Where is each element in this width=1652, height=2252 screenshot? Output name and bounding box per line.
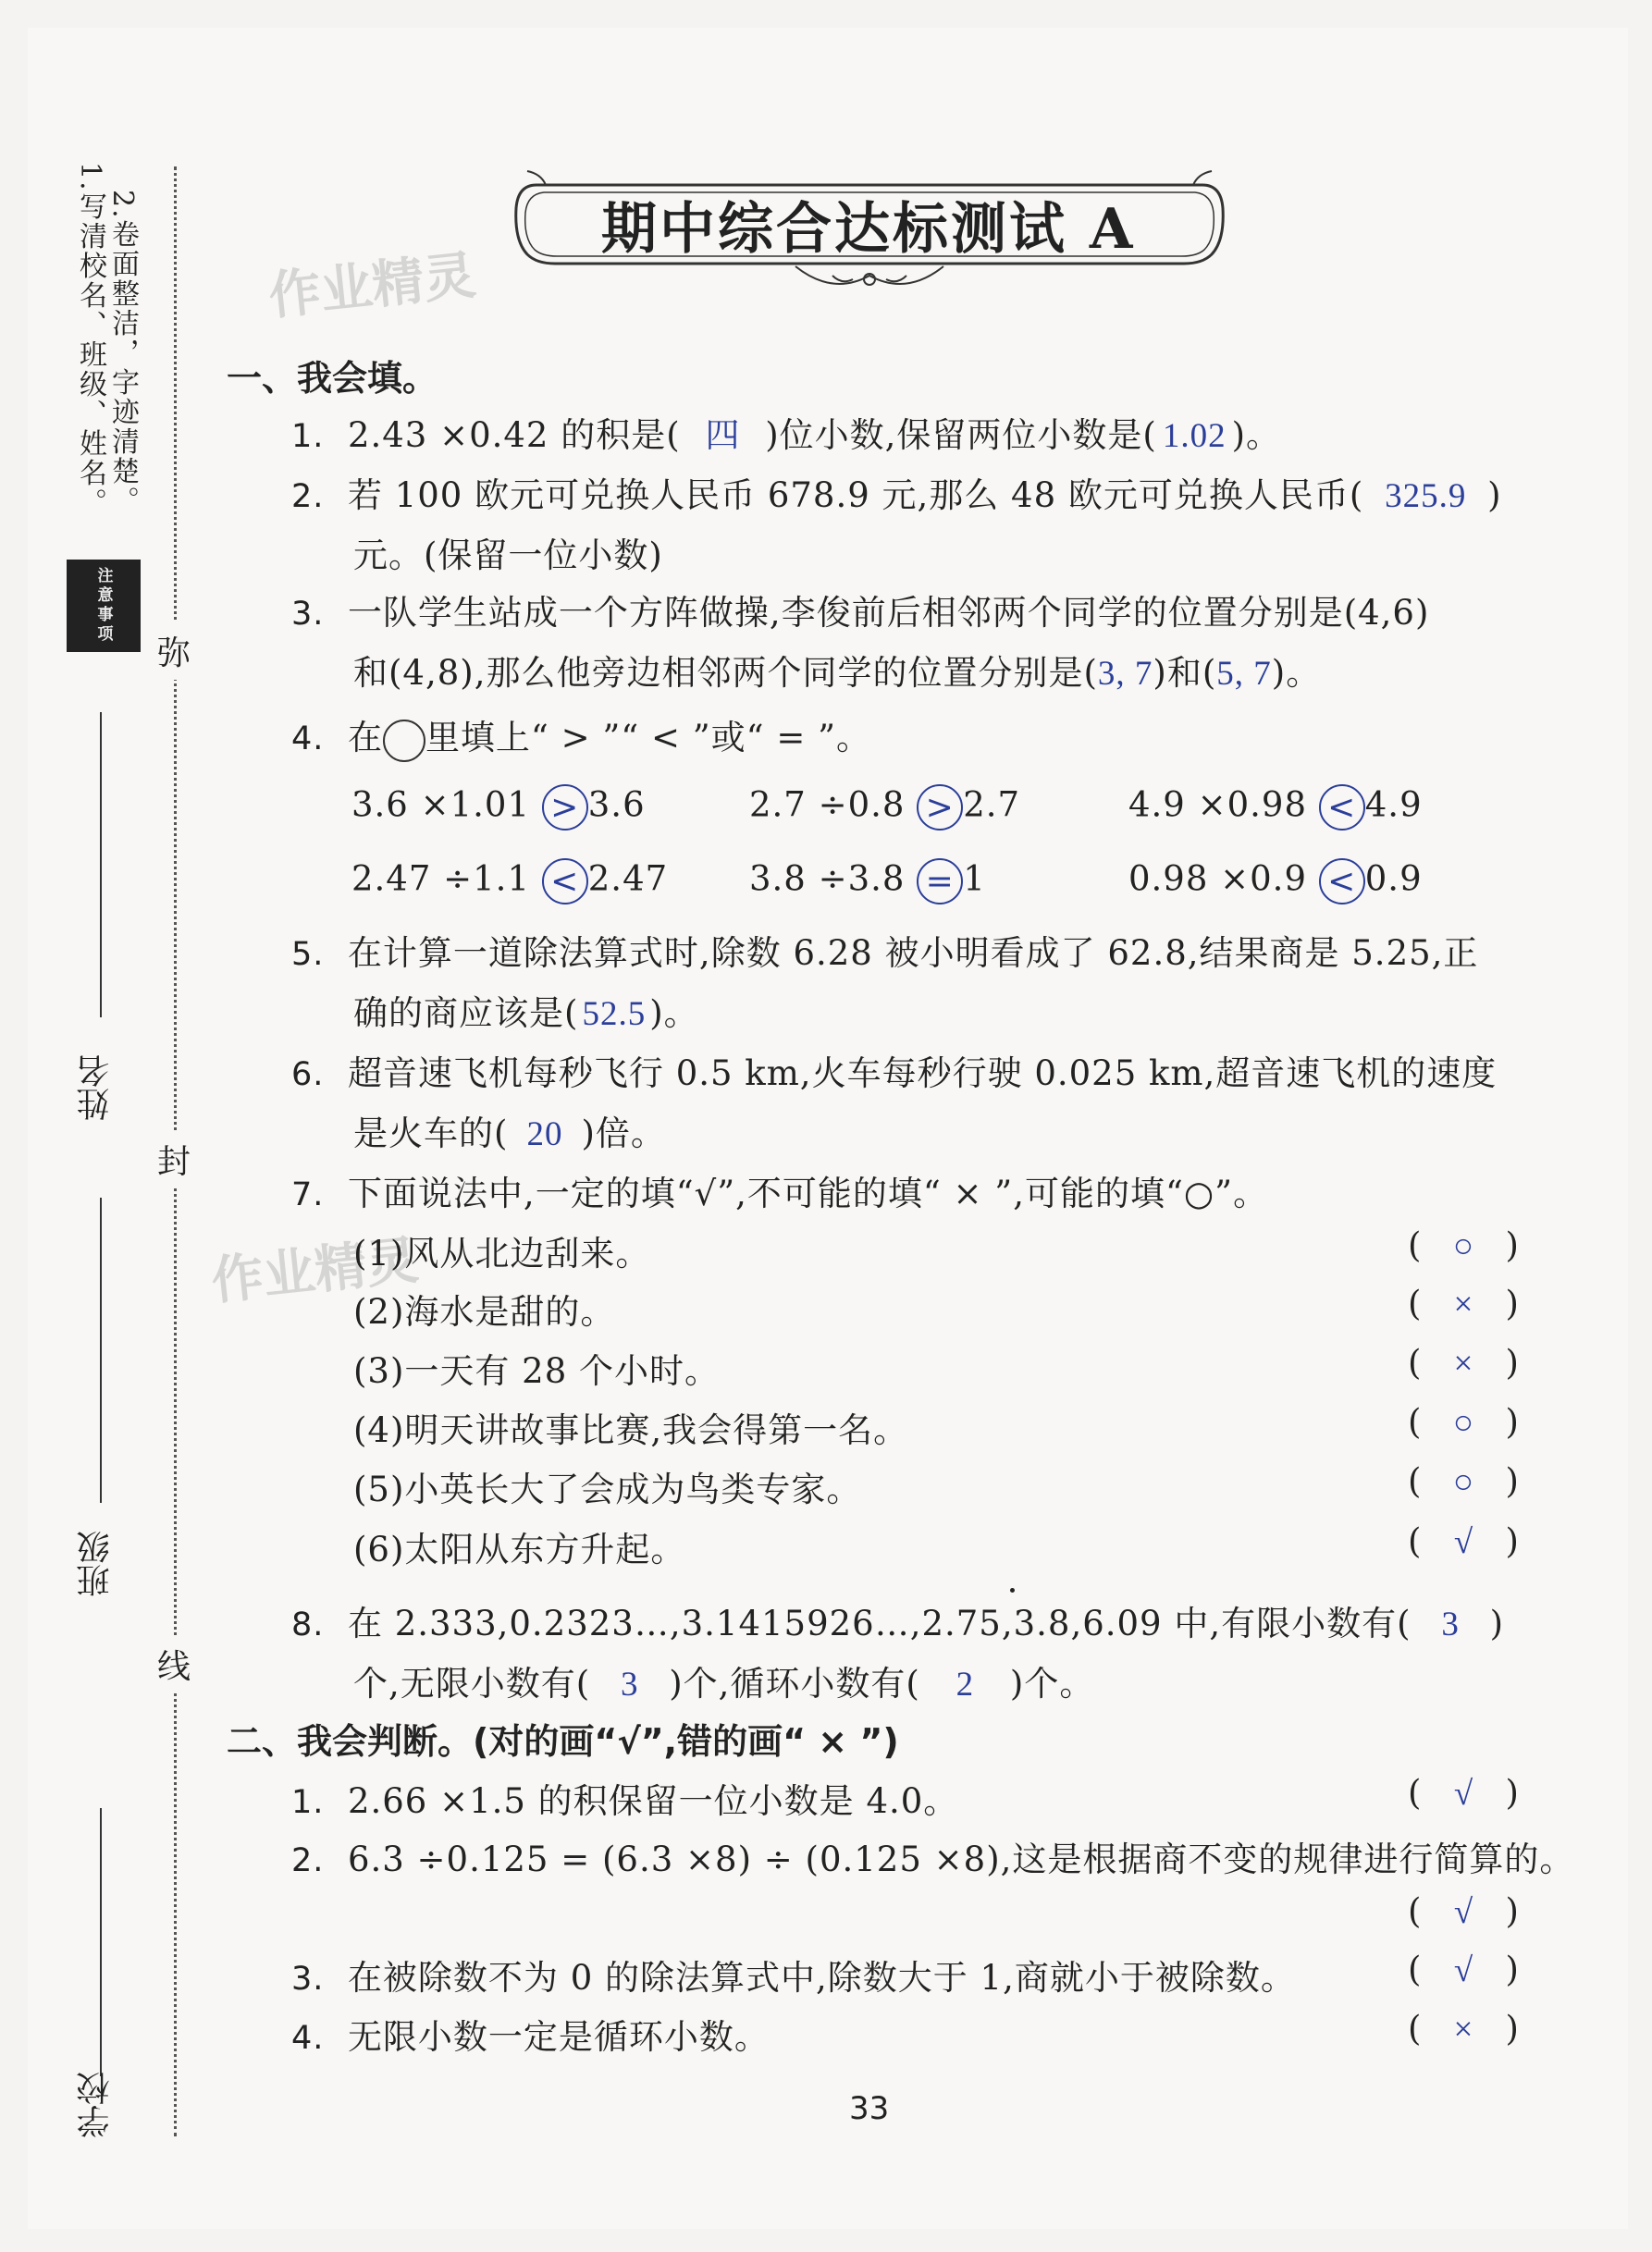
- q8-line-2: [353, 1655, 1094, 1705]
- q8: [291, 1595, 1504, 1645]
- q4-item-4: [351, 858, 668, 904]
- s2-item-1-answer[interactable]: √: [1453, 1775, 1473, 1813]
- q4-text-a: 在: [347, 718, 383, 757]
- q4-item-5-answer[interactable]: =: [917, 858, 963, 904]
- s2-item-2-number: 2.: [291, 1842, 325, 1879]
- seal-label-feng: 封: [157, 1130, 191, 1188]
- q4-item-3: [1128, 784, 1423, 831]
- s2-item-4-number: 4.: [291, 2020, 325, 2057]
- q7-item-6: (6)太阳从东方升起。: [353, 1530, 686, 1569]
- q8-text-c: 个,无限小数有(: [353, 1664, 591, 1704]
- q3-line-1: 一队学生站成一个方阵做操,李俊前后相邻两个同学的位置分别是(4,6): [347, 593, 1430, 633]
- q7-item-6-paren: ( √ ): [1408, 1521, 1519, 1561]
- q1-answer-2[interactable]: 1.02: [1162, 417, 1227, 455]
- q8-answer-2[interactable]: 3: [620, 1666, 639, 1704]
- q4-item-1: [351, 784, 646, 831]
- q4-item-6-answer[interactable]: <: [1319, 858, 1365, 904]
- q7-item-3: (3)一天有 28 个小时。: [353, 1351, 721, 1391]
- s2-item-1-text: 2.66 ×1.5 的积保留一位小数是 4.0。: [347, 1781, 959, 1821]
- q5-line-1: 在计算一道除法算式时,除数 6.28 被小明看成了 62.8,结果商是 5.25,正: [347, 933, 1479, 973]
- repeating-dot: [1010, 1588, 1015, 1593]
- s2-item-1-number: 1.: [291, 1784, 325, 1821]
- q4-item-2-right: 2.7: [963, 784, 1021, 825]
- q5-line-2: [353, 985, 699, 1035]
- notice-line-1: 1.写清校名、班级、姓名。: [74, 162, 106, 518]
- watermark-middle: 作业精灵: [208, 1230, 422, 1312]
- q6-line-1: 超音速飞机每秒飞行 0.5 km,火车每秒行驶 0.025 km,超音速飞机的速度: [347, 1053, 1498, 1093]
- q6-text-b: )倍。: [581, 1114, 666, 1153]
- q8-text-a: 在 2.333,0.2323…,3.1415926…,2.75,3.8,6.09 中,有限小数有(: [347, 1604, 1412, 1643]
- q4-item-6-left: 0.98 ×0.9: [1128, 858, 1307, 899]
- q1-text-c: )。: [1231, 415, 1282, 455]
- s2-item-3: [291, 1950, 1296, 2000]
- q8-text-e: )个。: [1009, 1664, 1095, 1704]
- q7-item-4-paren: ( ○ ): [1408, 1402, 1519, 1442]
- q6-text-a: 是火车的(: [353, 1114, 509, 1153]
- s2-item-2-paren: ( √ ): [1408, 1891, 1519, 1931]
- blank-circle-icon: [383, 720, 425, 762]
- q3-text-b: )和(: [1153, 653, 1217, 693]
- q3-text-c: )。: [1271, 653, 1322, 693]
- page-title: 期中综合达标测试 A: [601, 197, 1136, 262]
- q3: [291, 585, 1429, 634]
- q5-number: 5.: [291, 936, 325, 973]
- notice-line-2: 2.卷面整洁，字迹清楚。: [106, 190, 139, 516]
- q8-text-b: ): [1489, 1604, 1505, 1643]
- q7: [291, 1165, 1268, 1215]
- q7-item-5-answer[interactable]: ○: [1452, 1463, 1474, 1501]
- q3-line-2: [353, 645, 1321, 695]
- q5-text-b: )。: [649, 993, 699, 1033]
- q4-item-1-answer[interactable]: >: [542, 784, 588, 831]
- q7-item-1: (1)风从北边刮来。: [353, 1234, 651, 1274]
- q7-item-5: (5)小英长大了会成为鸟类专家。: [353, 1470, 862, 1509]
- q2: [291, 467, 1502, 517]
- s2-item-2: [291, 1831, 1574, 1881]
- q4-item-5: [749, 858, 986, 904]
- q7-item-1-answer[interactable]: ○: [1452, 1227, 1474, 1265]
- q7-text: 下面说法中,一定的填“√”,不可能的填“ × ”,可能的填“○”。: [347, 1174, 1269, 1213]
- q4-item-4-left: 2.47 ÷1.1: [351, 858, 530, 899]
- q8-text-d: )个,循环小数有(: [669, 1664, 920, 1704]
- q4-item-3-answer[interactable]: <: [1319, 784, 1365, 831]
- q7-item-6-answer[interactable]: √: [1453, 1523, 1473, 1561]
- q4-item-1-left: 3.6 ×1.01: [351, 784, 530, 825]
- q7-item-2: (2)海水是甜的。: [353, 1292, 616, 1332]
- q4-number: 4.: [291, 720, 325, 757]
- class-field-line[interactable]: [100, 1198, 102, 1503]
- s2-item-4: [291, 2009, 770, 2059]
- q4-item-1-right: 3.6: [587, 784, 646, 825]
- q4-text-b: 里填上“ > ”“ < ”或“ = ”。: [425, 718, 872, 757]
- q1-answer-1[interactable]: 四: [705, 417, 741, 455]
- q4-item-5-left: 3.8 ÷3.8: [749, 858, 906, 899]
- q4-item-3-left: 4.9 ×0.98: [1128, 784, 1307, 825]
- q7-item-1-paren: ( ○ ): [1408, 1225, 1519, 1265]
- q7-item-2-paren: ( × ): [1408, 1284, 1519, 1323]
- name-field-label: 姓名: [77, 1054, 115, 1121]
- q7-item-4: (4)明天讲故事比赛,我会得第一名。: [353, 1410, 909, 1450]
- s2-item-3-answer[interactable]: √: [1453, 1951, 1473, 1989]
- q4-item-5-right: 1: [963, 858, 986, 899]
- s2-item-2-answer[interactable]: √: [1453, 1893, 1473, 1931]
- q3-answer-2[interactable]: 5, 7: [1216, 655, 1272, 693]
- q8-answer-3[interactable]: 2: [955, 1666, 975, 1704]
- q4-item-2-answer[interactable]: >: [917, 784, 963, 831]
- s2-item-3-text: 在被除数不为 0 的除法算式中,除数大于 1,商就小于被除数。: [347, 1958, 1296, 1998]
- q4: [291, 709, 871, 762]
- q7-item-3-answer[interactable]: ×: [1453, 1345, 1473, 1383]
- name-field-line[interactable]: [100, 712, 102, 1017]
- q4-item-4-right: 2.47: [587, 858, 669, 899]
- q6-answer[interactable]: 20: [526, 1115, 563, 1153]
- s2-item-4-paren: ( × ): [1408, 2009, 1519, 2049]
- q3-number: 3.: [291, 596, 325, 633]
- q8-answer-1[interactable]: 3: [1441, 1606, 1460, 1643]
- q1: [291, 407, 1281, 457]
- s2-item-1-paren: ( √ ): [1408, 1773, 1519, 1813]
- q4-item-3-right: 4.9: [1364, 784, 1423, 825]
- q5-answer[interactable]: 52.5: [582, 995, 647, 1033]
- school-field-line[interactable]: [100, 1808, 102, 2076]
- class-field-label: 班级: [77, 1531, 115, 1597]
- q4-item-6-right: 0.9: [1364, 858, 1423, 899]
- q1-text-a: 2.43 ×0.42 的积是(: [347, 415, 681, 455]
- q2-text-a: 若 100 欧元可兑换人民币 678.9 元,那么 48 欧元可兑换人民币(: [347, 475, 1364, 515]
- notice-badge: 注意事项: [67, 560, 141, 652]
- s2-item-3-number: 3.: [291, 1961, 325, 1998]
- watermark-top: 作业精灵: [265, 245, 479, 327]
- s2-item-1: [291, 1773, 958, 1823]
- seal-label-mi: 弥: [157, 621, 191, 680]
- q6-line-2: [353, 1105, 666, 1155]
- seal-label-xian: 线: [157, 1635, 191, 1693]
- q7-item-5-paren: ( ○ ): [1408, 1461, 1519, 1501]
- s2-item-4-answer[interactable]: ×: [1453, 2011, 1473, 2049]
- section1-heading: 一、我会填。: [227, 358, 438, 399]
- q7-item-4-answer[interactable]: ○: [1452, 1404, 1474, 1442]
- q4-item-4-answer[interactable]: <: [542, 858, 588, 904]
- school-field-label: 学校: [77, 2072, 115, 2138]
- q3-answer-1[interactable]: 3, 7: [1097, 655, 1153, 693]
- q4-item-2: [749, 784, 1020, 831]
- q4-item-2-left: 2.7 ÷0.8: [749, 784, 906, 825]
- q4-item-6: [1128, 858, 1423, 904]
- q7-item-3-paren: ( × ): [1408, 1343, 1519, 1383]
- s2-item-2-text: 6.3 ÷0.125 = (6.3 ×8) ÷ (0.125 ×8),这是根据商不变的规律进行简算的。: [347, 1840, 1575, 1879]
- q2-answer[interactable]: 325.9: [1385, 477, 1467, 515]
- s2-item-4-text: 无限小数一定是循环小数。: [347, 2017, 770, 2057]
- q2-number: 2.: [291, 478, 325, 515]
- q5: [291, 925, 1478, 975]
- section2-heading: 二、我会判断。(对的画“√”,错的画“ × ”): [227, 1721, 899, 1762]
- q7-number: 7.: [291, 1176, 325, 1213]
- s2-item-3-paren: ( √ ): [1408, 1950, 1519, 1989]
- page-number: 33: [849, 2090, 890, 2127]
- q6-number: 6.: [291, 1056, 325, 1093]
- q7-item-2-answer[interactable]: ×: [1453, 1286, 1473, 1323]
- q2-text-b: ): [1487, 475, 1502, 515]
- q6: [291, 1045, 1497, 1095]
- q2-line-2: 元。(保留一位小数): [353, 535, 663, 575]
- q8-number: 8.: [291, 1606, 325, 1643]
- q1-number: 1.: [291, 418, 325, 455]
- q5-text-a: 确的商应该是(: [353, 993, 579, 1033]
- q3-text-a: 和(4,8),那么他旁边相邻两个同学的位置分别是(: [353, 653, 1098, 693]
- q1-text-b: )位小数,保留两位小数是(: [765, 415, 1157, 455]
